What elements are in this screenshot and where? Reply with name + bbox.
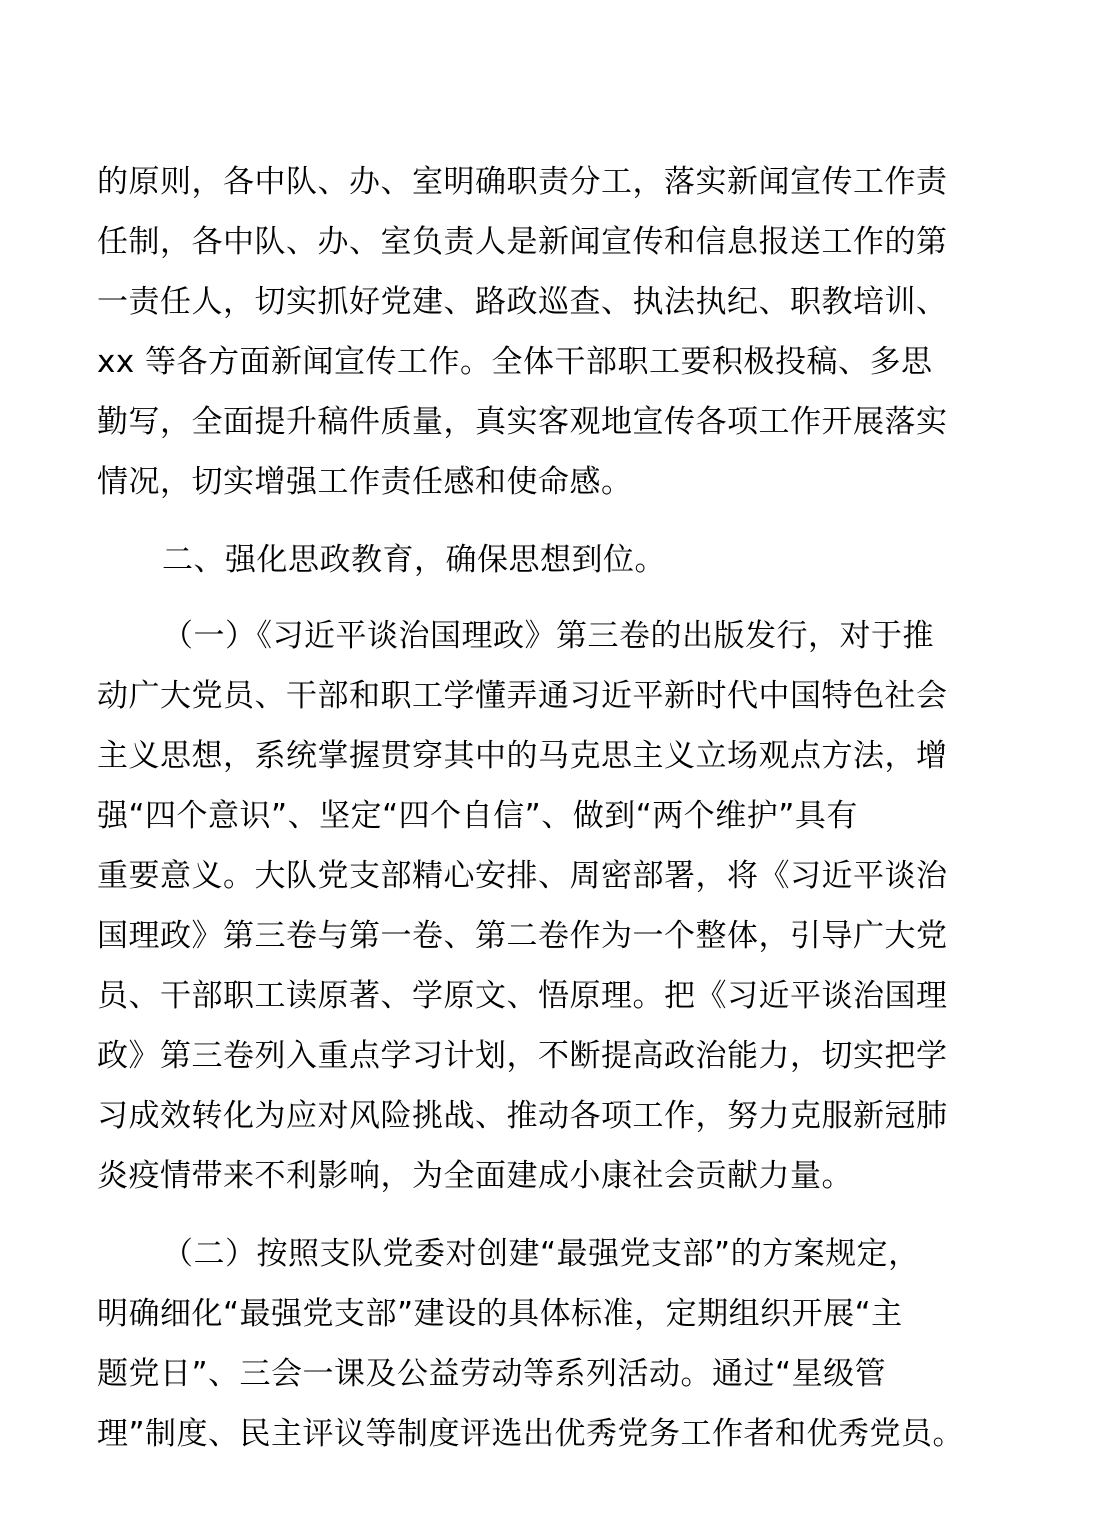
paragraph-line: （二）按照支队党委对创建“最强党支部”的方案规定， (162, 1236, 920, 1272)
paragraph-line: 炎疫情带来不利影响，为全面建成小康社会贡献力量。 (97, 1158, 853, 1194)
paragraph-line: 强“四个意识”、坚定“四个自信”、做到“两个维护”具有 (97, 798, 858, 834)
paragraph-line: 国理政》第三卷与第一卷、第二卷作为一个整体，引导广大党 (97, 918, 948, 954)
paragraph-line: 任制，各中队、办、室负责人是新闻宣传和信息报送工作的第 (97, 224, 948, 260)
section-heading: 二、强化思政教育，确保思想到位。 (162, 542, 666, 578)
paragraph-line: 动广大党员、干部和职工学懂弄通习近平新时代中国特色社会 (97, 678, 948, 714)
paragraph-line: 重要意义。大队党支部精心安排、周密部署，将《习近平谈治 (97, 858, 948, 894)
paragraph-line: 情况，切实增强工作责任感和使命感。 (97, 464, 633, 500)
paragraph-line: （一）《习近平谈治国理政》第三卷的出版发行，对于推 (162, 618, 934, 654)
paragraph-line: 明确细化“最强党支部”建设的具体标准，定期组织开展“主 (97, 1296, 903, 1332)
paragraph-line: 政》第三卷列入重点学习计划，不断提高政治能力，切实把学 (97, 1038, 948, 1074)
paragraph-line: 主义思想，系统掌握贯穿其中的马克思主义立场观点方法，增 (97, 738, 948, 774)
paragraph-line: 一责任人，切实抓好党建、路政巡查、执法执纪、职教培训、 (97, 284, 948, 320)
paragraph-line: 的原则，各中队、办、室明确职责分工，落实新闻宣传工作责 (97, 164, 948, 200)
paragraph-line: 习成效转化为应对风险挑战、推动各项工作，努力克服新冠肺 (97, 1098, 948, 1134)
paragraph-line: xx 等各方面新闻宣传工作。全体干部职工要积极投稿、多思 (97, 344, 933, 380)
paragraph-line: 理”制度、民主评议等制度评选出优秀党务工作者和优秀党员。 (97, 1416, 965, 1452)
paragraph-line: 勤写，全面提升稿件质量，真实客观地宣传各项工作开展落实 (97, 404, 948, 440)
paragraph-line: 员、干部职工读原著、学原文、悟原理。把《习近平谈治国理 (97, 978, 948, 1014)
paragraph-line: 题党日”、三会一课及公益劳动等系列活动。通过“星级管 (97, 1356, 887, 1392)
